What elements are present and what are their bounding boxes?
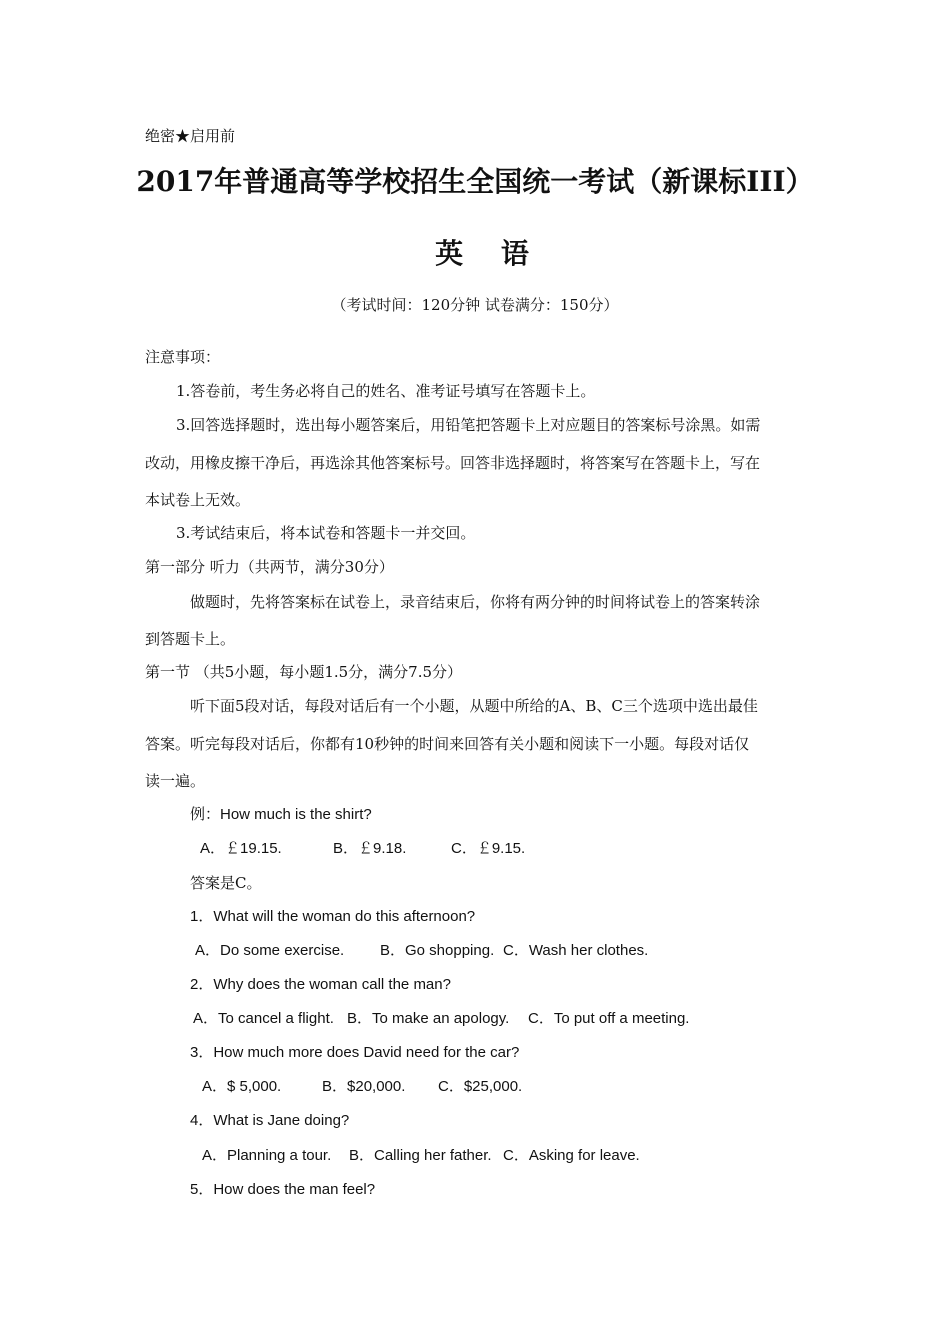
question-3: 3．How much more does David need for the car? [190,1044,520,1061]
exam-title: 2017年普通高等学校招生全国统一考试（新课标III） [136,165,814,198]
question-3-option-b: B．$20,000. [322,1078,406,1095]
question-2-option-b: B．To make an apology. [347,1010,510,1027]
question-1-option-a: A．Do some exercise. [195,942,345,959]
note-item-2-line-3: 本试卷上无效。 [145,491,251,509]
example-option-b: B．￡9.18. [333,840,407,857]
question-3-option-c: C．$25,000. [438,1078,523,1095]
note-item-2-line-2: 改动，用橡皮擦干净后，再选涂其他答案标号。回答非选择题时，将答案写在答题卡上，写在 [145,454,761,472]
confidential-label: 绝密★启用前 [145,127,236,145]
section1-heading: 第一节 （共5小题，每小题1.5分，满分7.5分） [145,663,463,681]
question-3-option-a: A．$ 5,000. [202,1078,282,1095]
note-item-3: 3.考试结束后，将本试卷和答题卡一并交回。 [176,524,476,542]
part1-heading: 第一部分 听力（共两节，满分30分） [145,558,394,576]
part1-instruction-line-1: 做题时，先将答案标在试卷上，录音结束后，你将有两分钟的时间将试卷上的答案转涂 [190,593,761,611]
question-4-option-b: B．Calling her father. [349,1147,492,1164]
question-4-option-a: A．Planning a tour. [202,1147,332,1164]
question-1-option-b: B．Go shopping. [380,942,495,959]
question-1-option-c: C．Wash her clothes. [503,942,649,959]
question-4-option-c: C．Asking for leave. [503,1147,640,1164]
example-answer: 答案是C。 [190,874,262,892]
note-item-2-line-1: 3.回答选择题时，选出每小题答案后，用铅笔把答题卡上对应题目的答案标号涂黑。如需 [176,416,761,434]
note-item-1: 1.答卷前，考生务必将自己的姓名、准考证号填写在答题卡上。 [176,382,596,400]
question-1: 1．What will the woman do this afternoon? [190,908,476,925]
section1-instruction-line-2: 答案。听完每段对话后，你都有10秒钟的时间来回答有关小题和阅读下一小题。每段对话仅 [145,735,750,753]
question-2: 2．Why does the woman call the man? [190,976,451,993]
part1-instruction-line-2: 到答题卡上。 [145,630,236,648]
example-question: 例：How much is the shirt? [190,806,372,823]
question-2-option-a: A．To cancel a flight. [193,1010,334,1027]
section1-instruction-line-3: 读一遍。 [145,772,206,790]
exam-info: （考试时间：120分钟 试卷满分：150分） [331,296,619,314]
notes-heading: 注意事项： [145,348,221,366]
question-2-option-c: C．To put off a meeting. [528,1010,690,1027]
question-4: 4．What is Jane doing? [190,1112,350,1129]
section1-instruction-line-1: 听下面5段对话，每段对话后有一个小题，从题中所给的A、B、C三个选项中选出最佳 [190,697,758,715]
subject-title: 英 语 [435,237,543,270]
example-option-c: C．￡9.15. [451,840,526,857]
example-option-a: A．￡19.15. [200,840,282,857]
question-5: 5．How does the man feel? [190,1181,376,1198]
